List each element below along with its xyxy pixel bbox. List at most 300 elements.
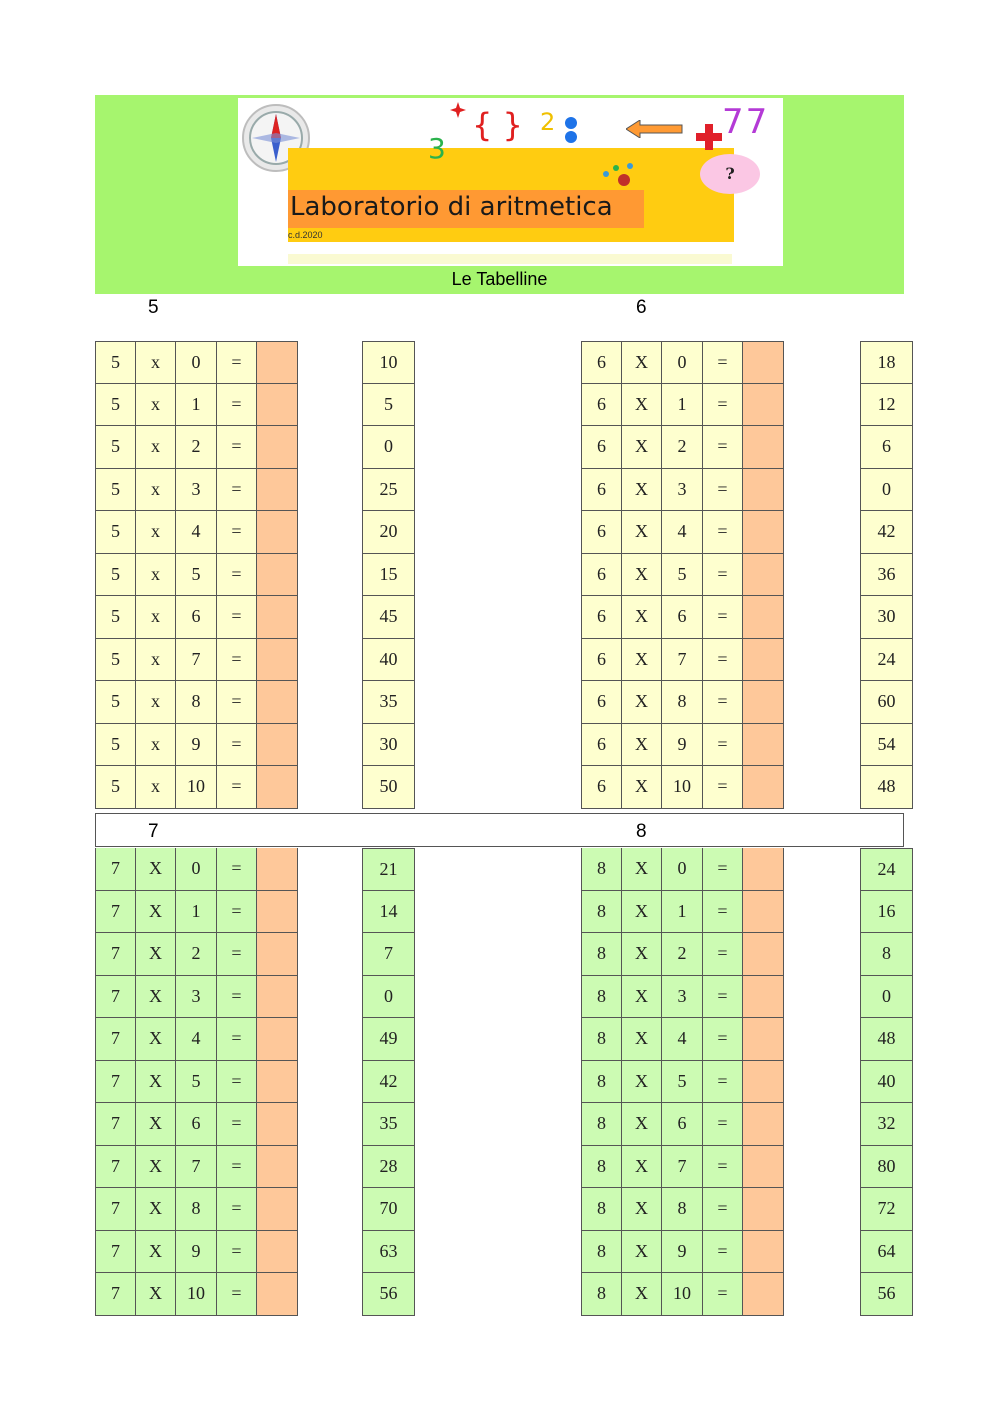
equals-sign: = <box>703 469 743 512</box>
answer-drop-slot[interactable] <box>743 469 784 512</box>
answer-row <box>362 848 415 891</box>
answer-drop-slot[interactable] <box>257 848 298 891</box>
multiplicand-cell: 6 <box>581 681 622 724</box>
equals-sign: = <box>217 1273 257 1316</box>
multiplier-cell: 3 <box>662 976 703 1019</box>
multiplier-cell: 5 <box>662 554 703 597</box>
multiplicand-cell: 6 <box>581 554 622 597</box>
table-row <box>95 1061 298 1104</box>
answer-option[interactable]: 63 <box>362 1231 415 1274</box>
times-sign: X <box>136 976 176 1019</box>
answer-drop-slot[interactable] <box>257 341 298 384</box>
answer-option[interactable]: 30 <box>362 724 415 767</box>
answer-drop-slot[interactable] <box>257 1188 298 1231</box>
equals-sign: = <box>217 681 257 724</box>
table-row <box>95 1231 298 1274</box>
equals-sign: = <box>703 341 743 384</box>
times-sign: x <box>136 639 176 682</box>
answer-drop-slot[interactable] <box>743 1061 784 1104</box>
answer-drop-slot[interactable] <box>257 1231 298 1274</box>
equals-sign: = <box>217 1018 257 1061</box>
multiplier-cell: 7 <box>662 1146 703 1189</box>
times-sign: X <box>622 511 662 554</box>
table-row <box>95 341 298 384</box>
multiplicand-cell: 7 <box>95 1188 136 1231</box>
table-label-7: 7 <box>148 821 159 842</box>
answer-drop-slot[interactable] <box>743 1103 784 1146</box>
answer-drop-slot[interactable] <box>257 766 298 809</box>
equals-sign: = <box>217 511 257 554</box>
table-row <box>581 341 784 384</box>
answer-drop-slot[interactable] <box>257 469 298 512</box>
answer-row <box>362 1231 415 1274</box>
multiplier-cell: 9 <box>662 724 703 767</box>
table-label-5: 5 <box>148 297 159 318</box>
table-row <box>581 384 784 427</box>
multiplier-cell: 1 <box>176 384 217 427</box>
answer-option[interactable]: 24 <box>860 639 913 682</box>
table-row <box>95 1018 298 1061</box>
answer-row <box>860 724 913 767</box>
answer-drop-slot[interactable] <box>257 1146 298 1189</box>
table-row <box>581 1188 784 1231</box>
equals-sign: = <box>703 384 743 427</box>
answer-row <box>860 1188 913 1231</box>
subtitle: Le Tabelline <box>451 269 548 289</box>
arrow-left-icon <box>626 120 684 142</box>
answer-drop-slot[interactable] <box>743 891 784 934</box>
answer-option[interactable]: 7 <box>362 933 415 976</box>
answer-drop-slot[interactable] <box>743 1146 784 1189</box>
multiplier-cell: 9 <box>176 724 217 767</box>
equals-sign: = <box>703 426 743 469</box>
answer-row <box>362 976 415 1019</box>
multiplier-cell: 7 <box>176 639 217 682</box>
answer-option[interactable]: 54 <box>860 724 913 767</box>
answer-drop-slot[interactable] <box>743 681 784 724</box>
equals-sign: = <box>703 639 743 682</box>
multiplier-cell: 4 <box>662 511 703 554</box>
answer-drop-slot[interactable] <box>743 554 784 597</box>
answer-row <box>860 384 913 427</box>
answer-drop-slot[interactable] <box>257 1103 298 1146</box>
question-cloud-icon: ? <box>700 154 760 194</box>
answer-option[interactable]: 15 <box>362 554 415 597</box>
answer-drop-slot[interactable] <box>257 933 298 976</box>
answer-drop-slot[interactable] <box>743 848 784 891</box>
multiplicand-cell: 5 <box>95 511 136 554</box>
multiplier-cell: 3 <box>176 976 217 1019</box>
multiplicand-cell: 5 <box>95 384 136 427</box>
deco-digit-3: 3 <box>428 132 446 165</box>
answer-drop-slot[interactable] <box>743 724 784 767</box>
multiplicand-cell: 7 <box>95 976 136 1019</box>
answer-row <box>860 639 913 682</box>
table-row <box>581 724 784 767</box>
multiplicand-cell: 6 <box>581 766 622 809</box>
multiplier-cell: 3 <box>662 469 703 512</box>
answer-row <box>860 766 913 809</box>
answer-option[interactable]: 72 <box>860 1188 913 1231</box>
table-row <box>95 469 298 512</box>
answer-drop-slot[interactable] <box>743 511 784 554</box>
times-sign: X <box>622 724 662 767</box>
equals-sign: = <box>217 1188 257 1231</box>
answer-option[interactable]: 10 <box>362 341 415 384</box>
multiplier-cell: 4 <box>176 511 217 554</box>
multiplicand-cell: 5 <box>95 766 136 809</box>
table-6 <box>581 341 784 809</box>
answer-options-7 <box>362 848 415 1316</box>
answer-option[interactable]: 16 <box>860 891 913 934</box>
answer-row <box>362 1018 415 1061</box>
answer-drop-slot[interactable] <box>743 766 784 809</box>
times-sign: X <box>622 1061 662 1104</box>
answer-option[interactable]: 20 <box>362 511 415 554</box>
answer-drop-slot[interactable] <box>257 554 298 597</box>
answer-drop-slot[interactable] <box>257 384 298 427</box>
table-row <box>581 596 784 639</box>
multiplicand-cell: 7 <box>95 1018 136 1061</box>
answer-row <box>860 511 913 554</box>
times-sign: X <box>622 1103 662 1146</box>
deco-dots-icon <box>564 116 578 148</box>
times-sign: x <box>136 426 176 469</box>
equals-sign: = <box>703 848 743 891</box>
answer-option[interactable]: 45 <box>362 596 415 639</box>
answer-option[interactable]: 48 <box>860 1018 913 1061</box>
multiplicand-cell: 5 <box>95 469 136 512</box>
equals-sign: = <box>703 511 743 554</box>
multiplier-cell: 1 <box>176 891 217 934</box>
table-row <box>581 681 784 724</box>
answer-drop-slot[interactable] <box>743 1231 784 1274</box>
table-row <box>95 1103 298 1146</box>
table-8 <box>581 848 784 1316</box>
answer-option[interactable]: 64 <box>860 1231 913 1274</box>
answer-drop-slot[interactable] <box>743 341 784 384</box>
multiplier-cell: 10 <box>662 766 703 809</box>
answer-option[interactable]: 0 <box>860 976 913 1019</box>
answer-drop-slot[interactable] <box>257 681 298 724</box>
answer-option[interactable]: 40 <box>362 639 415 682</box>
answer-row <box>362 933 415 976</box>
table-row <box>95 766 298 809</box>
multiplier-cell: 2 <box>176 426 217 469</box>
answer-drop-slot[interactable] <box>743 639 784 682</box>
answer-row <box>860 1103 913 1146</box>
equals-sign: = <box>217 596 257 639</box>
table-row <box>581 1103 784 1146</box>
answer-option[interactable]: 56 <box>860 1273 913 1316</box>
multiplicand-cell: 6 <box>581 511 622 554</box>
table-row <box>95 848 298 891</box>
table-row <box>95 976 298 1019</box>
answer-option[interactable]: 49 <box>362 1018 415 1061</box>
multiplicand-cell: 5 <box>95 596 136 639</box>
answer-row <box>362 554 415 597</box>
multiplicand-cell: 6 <box>581 384 622 427</box>
deco-digits-77: 77 <box>722 102 770 142</box>
multiplicand-cell: 8 <box>581 891 622 934</box>
multiplicand-cell: 5 <box>95 639 136 682</box>
table-row <box>95 891 298 934</box>
multiplicand-cell: 8 <box>581 1231 622 1274</box>
answer-row <box>860 933 913 976</box>
answer-drop-slot[interactable] <box>257 639 298 682</box>
multiplicand-cell: 8 <box>581 976 622 1019</box>
multiplicand-cell: 6 <box>581 639 622 682</box>
equals-sign: = <box>703 1273 743 1316</box>
table-row <box>581 1146 784 1189</box>
answer-option[interactable]: 14 <box>362 891 415 934</box>
answer-row <box>362 1273 415 1316</box>
banner-title: Laboratorio di aritmetica <box>290 192 613 222</box>
answer-drop-slot[interactable] <box>743 1273 784 1316</box>
equals-sign: = <box>703 1146 743 1189</box>
multiplier-cell: 2 <box>662 933 703 976</box>
multiplier-cell: 10 <box>176 1273 217 1316</box>
answer-drop-slot[interactable] <box>257 724 298 767</box>
multiplier-cell: 1 <box>662 891 703 934</box>
answer-option[interactable]: 35 <box>362 681 415 724</box>
multiplicand-cell: 7 <box>95 1146 136 1189</box>
equals-sign: = <box>217 891 257 934</box>
equals-sign: = <box>217 766 257 809</box>
multiplier-cell: 2 <box>662 426 703 469</box>
times-sign: x <box>136 554 176 597</box>
answer-drop-slot[interactable] <box>257 1273 298 1316</box>
answer-options-5 <box>362 341 415 809</box>
answer-options-8 <box>860 848 913 1316</box>
equals-sign: = <box>703 1188 743 1231</box>
answer-row <box>362 1146 415 1189</box>
answer-option[interactable]: 42 <box>362 1061 415 1104</box>
table-row <box>581 1018 784 1061</box>
multiplier-cell: 1 <box>662 384 703 427</box>
answer-option[interactable]: 36 <box>860 554 913 597</box>
times-sign: X <box>622 681 662 724</box>
times-sign: X <box>622 976 662 1019</box>
table-row <box>581 639 784 682</box>
times-sign: X <box>622 1188 662 1231</box>
equals-sign: = <box>703 976 743 1019</box>
equals-sign: = <box>703 681 743 724</box>
multiplier-cell: 5 <box>662 1061 703 1104</box>
answer-row <box>362 469 415 512</box>
equals-sign: = <box>217 1146 257 1189</box>
answer-row <box>860 469 913 512</box>
equals-sign: = <box>217 384 257 427</box>
answer-option[interactable]: 28 <box>362 1146 415 1189</box>
equals-sign: = <box>217 933 257 976</box>
equals-sign: = <box>217 554 257 597</box>
table-row <box>581 976 784 1019</box>
multiplier-cell: 9 <box>662 1231 703 1274</box>
answer-option[interactable]: 25 <box>362 469 415 512</box>
answer-option[interactable]: 35 <box>362 1103 415 1146</box>
equals-sign: = <box>217 976 257 1019</box>
multiplier-cell: 10 <box>662 1273 703 1316</box>
equals-sign: = <box>217 426 257 469</box>
times-sign: X <box>136 1103 176 1146</box>
answer-drop-slot[interactable] <box>257 1018 298 1061</box>
times-sign: X <box>622 469 662 512</box>
colored-balls-icon <box>600 160 644 192</box>
times-sign: x <box>136 766 176 809</box>
answer-option[interactable]: 12 <box>860 384 913 427</box>
answer-option[interactable]: 32 <box>860 1103 913 1146</box>
times-sign: X <box>136 1146 176 1189</box>
answer-option[interactable]: 70 <box>362 1188 415 1231</box>
multiplier-cell: 3 <box>176 469 217 512</box>
table-row <box>581 848 784 891</box>
multiplicand-cell: 5 <box>95 724 136 767</box>
equals-sign: = <box>217 724 257 767</box>
answer-option[interactable]: 48 <box>860 766 913 809</box>
answer-option[interactable]: 8 <box>860 933 913 976</box>
answer-row <box>860 1018 913 1061</box>
answer-drop-slot[interactable] <box>743 384 784 427</box>
section-divider <box>95 813 904 847</box>
table-row <box>581 766 784 809</box>
answer-row <box>860 681 913 724</box>
answer-row <box>362 426 415 469</box>
table-row <box>581 511 784 554</box>
times-sign: x <box>136 469 176 512</box>
answer-option[interactable]: 42 <box>860 511 913 554</box>
answer-row <box>860 596 913 639</box>
multiplicand-cell: 7 <box>95 933 136 976</box>
times-sign: X <box>136 891 176 934</box>
answer-option[interactable]: 0 <box>362 976 415 1019</box>
multiplicand-cell: 8 <box>581 848 622 891</box>
multiplicand-cell: 5 <box>95 341 136 384</box>
answer-drop-slot[interactable] <box>257 596 298 639</box>
times-sign: X <box>136 1273 176 1316</box>
answer-drop-slot[interactable] <box>743 1188 784 1231</box>
multiplicand-cell: 6 <box>581 341 622 384</box>
logo-banner <box>238 98 783 266</box>
multiplicand-cell: 5 <box>95 681 136 724</box>
multiplier-cell: 4 <box>176 1018 217 1061</box>
times-sign: X <box>622 341 662 384</box>
answer-row <box>362 681 415 724</box>
banner-pale-strip <box>288 254 732 264</box>
answer-option[interactable]: 5 <box>362 384 415 427</box>
answer-option[interactable]: 56 <box>362 1273 415 1316</box>
multiplicand-cell: 6 <box>581 469 622 512</box>
multiplier-cell: 6 <box>662 1103 703 1146</box>
deco-braces: { } <box>472 106 523 144</box>
times-sign: x <box>136 511 176 554</box>
times-sign: X <box>136 933 176 976</box>
multiplicand-cell: 8 <box>581 1273 622 1316</box>
equals-sign: = <box>217 639 257 682</box>
multiplier-cell: 6 <box>176 596 217 639</box>
times-sign: X <box>622 766 662 809</box>
times-sign: X <box>622 891 662 934</box>
answer-drop-slot[interactable] <box>743 976 784 1019</box>
answer-drop-slot[interactable] <box>257 511 298 554</box>
table-row <box>95 724 298 767</box>
multiplier-cell: 5 <box>176 1061 217 1104</box>
red-plus-icon <box>696 124 722 154</box>
answer-drop-slot[interactable] <box>743 426 784 469</box>
answer-drop-slot[interactable] <box>743 1018 784 1061</box>
times-sign: X <box>622 1146 662 1189</box>
table-row <box>95 554 298 597</box>
answer-drop-slot[interactable] <box>743 596 784 639</box>
answer-option[interactable]: 24 <box>860 848 913 891</box>
times-sign: X <box>136 1231 176 1274</box>
multiplicand-cell: 7 <box>95 848 136 891</box>
multiplier-cell: 2 <box>176 933 217 976</box>
times-sign: X <box>136 848 176 891</box>
answer-option[interactable]: 21 <box>362 848 415 891</box>
times-sign: x <box>136 341 176 384</box>
multiplicand-cell: 7 <box>95 1061 136 1104</box>
answer-drop-slot[interactable] <box>257 426 298 469</box>
answer-option[interactable]: 40 <box>860 1061 913 1104</box>
multiplier-cell: 8 <box>662 1188 703 1231</box>
answer-drop-slot[interactable] <box>257 891 298 934</box>
table-row <box>581 554 784 597</box>
multiplicand-cell: 5 <box>95 426 136 469</box>
table-row <box>95 384 298 427</box>
answer-option[interactable]: 18 <box>860 341 913 384</box>
answer-row <box>362 1103 415 1146</box>
multiplier-cell: 4 <box>662 1018 703 1061</box>
multiplier-cell: 0 <box>176 341 217 384</box>
equals-sign: = <box>217 848 257 891</box>
answer-option[interactable]: 6 <box>860 426 913 469</box>
answer-option[interactable]: 50 <box>362 766 415 809</box>
multiplicand-cell: 5 <box>95 554 136 597</box>
red-star-icon <box>450 102 466 122</box>
table-row <box>581 469 784 512</box>
answer-option[interactable]: 30 <box>860 596 913 639</box>
table-row <box>95 681 298 724</box>
times-sign: x <box>136 724 176 767</box>
answer-option[interactable]: 60 <box>860 681 913 724</box>
table-row <box>95 596 298 639</box>
multiplicand-cell: 8 <box>581 1146 622 1189</box>
multiplier-cell: 6 <box>176 1103 217 1146</box>
multiplicand-cell: 7 <box>95 1103 136 1146</box>
answer-drop-slot[interactable] <box>257 1061 298 1104</box>
answer-option[interactable]: 0 <box>860 469 913 512</box>
multiplicand-cell: 6 <box>581 426 622 469</box>
banner-credit: c.d.2020 <box>288 230 323 240</box>
multiplier-cell: 6 <box>662 596 703 639</box>
answer-row <box>860 341 913 384</box>
equals-sign: = <box>703 766 743 809</box>
answer-option[interactable]: 0 <box>362 426 415 469</box>
answer-drop-slot[interactable] <box>257 976 298 1019</box>
answer-row <box>362 384 415 427</box>
answer-drop-slot[interactable] <box>743 933 784 976</box>
answer-row <box>362 596 415 639</box>
equals-sign: = <box>703 933 743 976</box>
answer-option[interactable]: 80 <box>860 1146 913 1189</box>
equals-sign: = <box>703 596 743 639</box>
times-sign: X <box>622 1273 662 1316</box>
times-sign: X <box>622 848 662 891</box>
multiplier-cell: 10 <box>176 766 217 809</box>
equals-sign: = <box>217 1061 257 1104</box>
equals-sign: = <box>703 724 743 767</box>
